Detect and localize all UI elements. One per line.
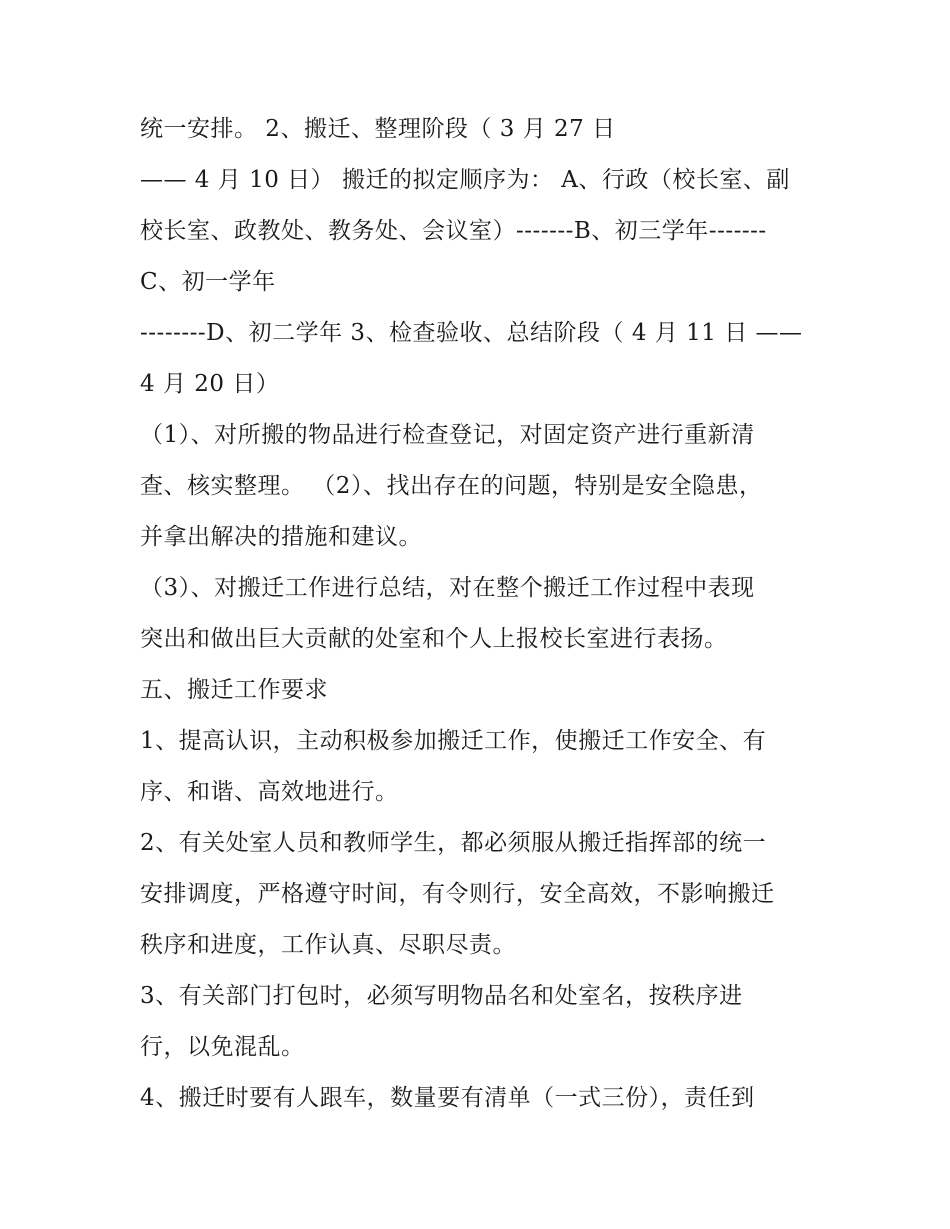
text-line-11: 突出和做出巨大贡献的处室和个人上报校长室进行表扬。 — [140, 626, 728, 652]
text-line-8: 查、核实整理。 （2）、找出存在的问题，特别是安全隐患， — [140, 473, 763, 499]
text-line-17: 秩序和进度，工作认真、尽职尽责。 — [140, 932, 516, 958]
text-line-18: 3、有关部门打包时，必须写明物品名和处室名，按秩序进 — [140, 983, 743, 1009]
text-line-2: —— 4 月 10 日） 搬迁的拟定顺序为： A、行政（校长室、副 — [140, 167, 790, 193]
text-line-16: 安排调度，严格遵守时间，有令则行，安全高效，不影响搬迁 — [140, 881, 775, 907]
section-heading: 五、搬迁工作要求 — [140, 677, 328, 703]
text-line-15: 2、有关处室人员和教师学生，都必须服从搬迁指挥部的统一 — [140, 830, 767, 856]
document-body — [140, 104, 820, 1124]
text-line-10: （3）、对搬迁工作进行总结，对在整个搬迁工作过程中表现 — [140, 575, 755, 601]
text-line-13: 1、提高认识，主动积极参加搬迁工作，使搬迁工作安全、有 — [140, 728, 767, 754]
text-line-3: 校长室、政教处、教务处、会议室）-------B、初三学年------- — [140, 218, 767, 244]
text-line-20: 4、搬迁时要有人跟车，数量要有清单（一式三份），责任到 — [140, 1085, 755, 1111]
text-line-9: 并拿出解决的措施和建议。 — [140, 524, 422, 550]
text-line-6: 4 月 20 日） — [140, 371, 280, 397]
text-line-19: 行，以免混乱。 — [140, 1034, 305, 1060]
text-line-5: --------D、初二学年 3、检查验收、总结阶段（ 4 月 11 日 —— — [140, 320, 803, 346]
text-line-1: 统一安排。 2、搬迁、整理阶段（ 3 月 27 日 — [140, 116, 616, 142]
text-line-14: 序、和谐、高效地进行。 — [140, 779, 399, 805]
text-line-4: C、初一学年 — [140, 269, 276, 295]
text-line-7: （1）、对所搬的物品进行检查登记，对固定资产进行重新清 — [140, 422, 755, 448]
